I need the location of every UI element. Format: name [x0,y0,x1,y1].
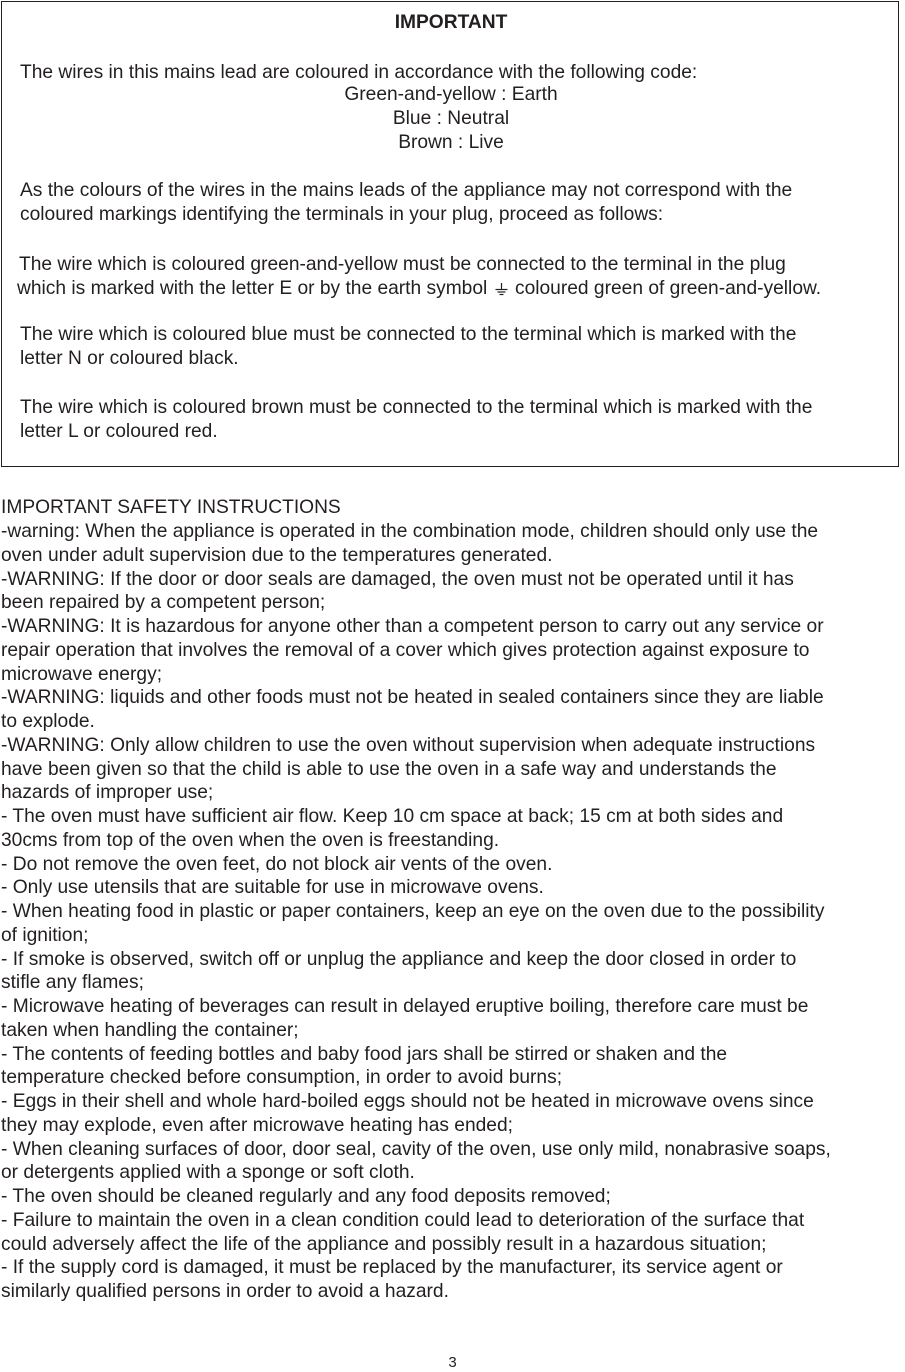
safety-line: hazards of improper use; [1,782,214,804]
safety-line: 30cms from top of the oven when the oven is freestanding. [1,829,500,851]
para3-line2: letter N or coloured black. [20,348,239,369]
safety-line: - The oven should be cleaned regularly and any food deposits removed; [1,1186,611,1207]
para2-line2 [17,277,821,301]
code-neutral: Blue : Neutral [392,108,510,129]
safety-line: -WARNING: liquids and other foods must not be heated in sealed containers since they are liable [1,687,824,709]
para4-line1: The wire which is coloured brown must be connected to the terminal which is marked with the [20,397,813,418]
wiring-intro: The wires in this mains lead are coloured in accordance with the following code: [20,62,698,83]
safety-line: to explode. [1,711,95,732]
safety-line: oven under adult supervision due to the temperatures generated. [1,544,553,566]
earth-symbol-icon [495,282,508,296]
safety-line: - Microwave heating of beverages can result in delayed eruptive boiling, therefore care must be [1,996,809,1017]
safety-line: - The contents of feeding bottles and baby food jars shall be stirred or shaken and the [1,1043,728,1065]
para3-line1: The wire which is coloured blue must be connected to the terminal which is marked with the [20,324,797,345]
page-number: 3 [448,1354,457,1371]
safety-line: been repaired by a competent person; [1,592,326,614]
safety-line: of ignition; [1,924,89,946]
safety-line: - If smoke is observed, switch off or unplug the appliance and keep the door closed in order to [1,948,797,970]
safety-line: - Eggs in their shell and whole hard-boiled eggs should not be heated in microwave ovens since [1,1091,814,1112]
code-live: Brown : Live [398,132,504,153]
safety-line: they may explode, even after microwave heating has ended; [1,1114,513,1136]
safety-line: or detergents applied with a sponge or soft cloth. [1,1162,415,1184]
safety-heading: IMPORTANT SAFETY INSTRUCTIONS [1,497,341,518]
safety-line: -WARNING: It is hazardous for anyone other than a competent person to carry out any service or [1,616,824,637]
safety-line: taken when handling the container; [1,1019,299,1041]
safety-line: - When cleaning surfaces of door, door seal, cavity of the oven, use only mild, nonabrasive soaps, [1,1138,831,1160]
safety-line: - If the supply cord is damaged, it must be replaced by the manufacturer, its service agent or [1,1257,783,1279]
para1-line2: coloured markings identifying the terminals in your plug, proceed as follows: [20,204,664,225]
safety-line: -WARNING: If the door or door seals are damaged, the oven must not be operated until it has [1,568,794,590]
para2-line1: The wire which is coloured green-and-yellow must be connected to the terminal in the plug [19,254,786,275]
safety-line: - Do not remove the oven feet, do not block air vents of the oven. [1,853,553,875]
box-title: IMPORTANT [394,12,508,33]
safety-line: -warning: When the appliance is operated in the combination mode, children should only use the [1,521,819,542]
safety-line: microwave energy; [1,663,163,685]
important-wiring-box [1,1,899,467]
safety-line: - Only use utensils that are suitable for use in microwave ovens. [1,877,544,899]
safety-line: stifle any flames; [1,972,144,994]
safety-line: - When heating food in plastic or paper containers, keep an eye on the oven due to the possibility [1,901,825,922]
safety-line: - The oven must have sufficient air flow. Keep 10 cm space at back; 15 cm at both sides and [1,806,784,827]
safety-line: similarly qualified persons in order to avoid a hazard. [1,1281,449,1302]
safety-line: -WARNING: Only allow children to use the oven without supervision when adequate instructions [1,734,816,756]
para4-line2: letter L or coloured red. [20,421,218,442]
safety-line: have been given so that the child is able to use the oven in a safe way and understands the [1,758,777,780]
safety-line: repair operation that involves the removal of a cover which gives protection against exposure to [1,639,810,661]
code-earth: Green-and-yellow : Earth [344,84,558,105]
safety-line: could adversely affect the life of the appliance and possibly result in a hazardous situation; [1,1233,767,1255]
para2-line2-before: which is marked with the letter E or by the earth symbol [17,278,488,299]
safety-line: temperature checked before consumption, in order to avoid burns; [1,1067,563,1089]
para1-line1: As the colours of the wires in the mains leads of the appliance may not correspond with the [20,180,793,201]
para2-line2-after: coloured green of green-and-yellow. [514,278,822,299]
safety-line: - Failure to maintain the oven in a clean condition could lead to deterioration of the surface that [1,1209,805,1231]
